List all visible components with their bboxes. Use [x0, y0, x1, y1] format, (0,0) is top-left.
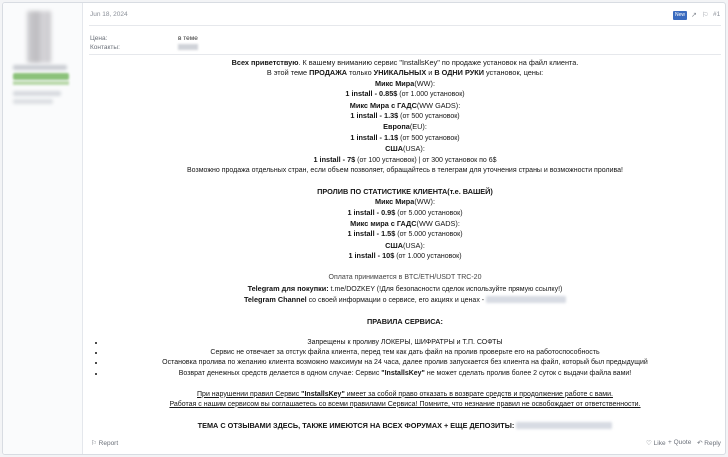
sale-price-note: (от 1.000 установок) [397, 91, 465, 99]
avatar[interactable] [27, 11, 51, 63]
user-stats-redacted-2 [13, 99, 53, 104]
telegram-label: Telegram для покупки: [247, 283, 329, 293]
channel-link-redacted[interactable] [486, 296, 566, 303]
rule-item: • Запрещены к проливу ЛОКЕРЫ, ШИФРАТРЫ и Т.П. СОФТЫ [105, 338, 705, 348]
reply-button[interactable] [697, 439, 721, 447]
sale-price-note: (от 500 установок) [398, 113, 460, 121]
stats-title [89, 197, 721, 207]
sale-title [89, 101, 721, 111]
stats-title [89, 219, 721, 229]
rule4-service: "InstallsKey" [381, 369, 425, 377]
sale-price [89, 111, 721, 122]
sale-title-rest: (USA): [402, 144, 425, 154]
intro-bold: Всех приветствую [231, 58, 299, 67]
user-banner-redacted-2 [13, 81, 69, 85]
flag-icon: ⚐ [91, 440, 97, 447]
stats-price [89, 251, 721, 262]
user-banner-redacted [13, 73, 69, 80]
user-stats-redacted [13, 91, 61, 96]
violation-text-2: имеет за собой право отказать в возврате средств и продолжение работе с вами. [344, 390, 613, 398]
fields-divider [89, 54, 721, 55]
channel-text: со своей информации о сервисе, его акциях и ценах - [306, 296, 487, 304]
stats-title-text: США [385, 240, 403, 250]
stats-price [89, 208, 721, 219]
rule-item: • Остановка пролива по желанию клиента возможно максимум на 24 часа, далее пролив запускается без клиента на файл, который был предыдущий [105, 358, 705, 368]
rules-list [105, 338, 705, 380]
violation-line-2: Работая с нашим сервисом вы соглашаетесь со всеми правилами Сервиса! Помните, что незнание правил не освобождает от ответственности. [169, 400, 641, 408]
stats-title-text: Микс мира с ГАДС [350, 219, 417, 229]
field-price-value: в теме [178, 35, 198, 42]
field-contacts-label: Контакты: [90, 44, 120, 51]
channel-line [89, 295, 721, 306]
share-icon[interactable]: ↗ [691, 12, 697, 19]
sale-note: Возможно продажа отдельных стран, если объем позволяет, обращайтесь в телеграм для уточнения страны и возможности пролива! [187, 167, 623, 175]
topic-text-3: и [426, 68, 435, 78]
stats-heading-text: ПРОЛИВ ПО СТАТИСТИКЕ КЛИЕНТА(т.е. ВАШЕЙ) [317, 186, 493, 196]
rule4-text-2: не может сделать пролив более 2 суток с выдачи файла вами! [424, 369, 632, 377]
stats-price-note: (от 1.000 установок) [394, 253, 462, 261]
channel-label: Telegram Channel [243, 294, 307, 304]
topic-bold-sale: ПРОДАЖА [309, 68, 348, 78]
payment-line: Оплата принимается в BTC/ETH/USDT TRC-20 [328, 274, 482, 282]
topic-bold-unique: УНИКАЛЬНЫХ [373, 68, 427, 78]
sale-price-bold: 1 install - 7$ [313, 154, 356, 164]
sale-title-text: Европа [383, 122, 410, 132]
sale-price-note: (от 100 установок) | от 300 установок по 6$ [355, 156, 497, 164]
sale-title-text: Микс Мира [375, 78, 415, 88]
stats-price-bold: 1 install - 0.9$ [347, 207, 396, 217]
sale-price-bold: 1 install - 1.3$ [350, 111, 399, 121]
sale-title-text: Микс Мира с ГАДС [349, 100, 417, 110]
stats-title [89, 241, 721, 251]
post-date[interactable]: Jun 18, 2024 [90, 11, 128, 18]
post-number[interactable]: #1 [713, 11, 721, 18]
sale-price [89, 89, 721, 100]
reviews-text: ТЕМА С ОТЗЫВАМИ ЗДЕСЬ, ТАКЖЕ ИМЕЮТСЯ НА ВСЕХ ФОРУМАХ + ЕЩЕ ДЕПОЗИТЫ: [197, 420, 515, 430]
telegram-line [89, 284, 721, 295]
stats-title-text: Микс Мира [375, 197, 415, 207]
like-button[interactable] [646, 439, 666, 447]
topic-text-4: установок, цены: [483, 68, 544, 78]
sale-price-bold: 1 install - 1.1$ [350, 132, 399, 142]
intro-line [89, 58, 721, 68]
rule-item [105, 369, 705, 379]
report-label: Report [98, 440, 119, 447]
rules-heading-text: ПРАВИЛА СЕРВИСА: [367, 316, 443, 326]
stats-title-rest: (WW): [414, 197, 435, 207]
sale-title-text: США [385, 144, 403, 154]
sale-title-rest: (WW GADS): [416, 100, 461, 110]
new-badge: New [674, 12, 685, 18]
quote-button[interactable]: + Quote [668, 439, 692, 446]
rule4-text: Возврат денежных средств делается в одном случае: Сервис [178, 369, 382, 377]
post-body [89, 58, 721, 431]
topic-line [89, 68, 721, 78]
sale-title-rest: (WW): [414, 78, 435, 88]
header-divider [89, 25, 721, 26]
sale-price [89, 155, 721, 166]
stats-price-bold: 1 install - 10$ [348, 251, 395, 261]
rule-item: • Сервис не отвечает за отстук файла клиента, перед тем как дать файл на пролив проверьте его на работоспособность [105, 348, 705, 358]
intro-rest: . К вашему вниманию сервис "InstallsKey" по продаже установок на файл клиента. [298, 58, 579, 67]
user-sidebar [3, 3, 83, 454]
reply-icon: ↶ [697, 440, 703, 447]
sale-title [89, 79, 721, 89]
stats-price [89, 229, 721, 240]
reviews-link-redacted[interactable] [516, 422, 612, 429]
username-redacted[interactable] [13, 65, 67, 70]
stats-heading [89, 187, 721, 197]
sale-price [89, 133, 721, 144]
thumbs-up-icon: ♡ [646, 440, 652, 447]
sale-title [89, 122, 721, 132]
stats-price-note: (от 5.000 установок) [395, 209, 463, 217]
violation-service: "InstallsKey" [301, 390, 345, 398]
forum-post [2, 2, 726, 455]
sale-price-note: (от 500 установок) [398, 134, 460, 142]
sale-title [89, 144, 721, 154]
violation-text: При нарушении правил Сервис [197, 390, 302, 398]
telegram-link[interactable]: t.me/DOZKEY (!Для безопасности сделок используйте прямую ссылку!) [328, 285, 563, 293]
like-label: Like [653, 440, 666, 447]
report-button[interactable] [91, 439, 118, 447]
topic-text-2: только [347, 68, 374, 78]
stats-title-rest: (WW GADS): [416, 219, 460, 229]
stats-price-note: (от 5.000 установок) [395, 231, 463, 239]
topic-text: В этой теме [266, 68, 310, 78]
sale-price-bold: 1 install - 0.85$ [345, 89, 398, 99]
stats-price-bold: 1 install - 1.5$ [347, 229, 396, 239]
topic-bold-one-hand: В ОДНИ РУКИ [434, 68, 484, 78]
bookmark-icon[interactable]: ⚐ [702, 12, 709, 19]
reviews-line [89, 421, 721, 431]
stats-title-rest: (USA): [402, 240, 425, 250]
field-price-label: Цена: [90, 35, 108, 42]
rules-heading [89, 317, 721, 327]
violation-line [89, 390, 721, 400]
field-contacts-redacted [178, 44, 198, 50]
reply-label: Reply [704, 440, 721, 447]
sale-title-rest: (EU): [409, 122, 427, 132]
